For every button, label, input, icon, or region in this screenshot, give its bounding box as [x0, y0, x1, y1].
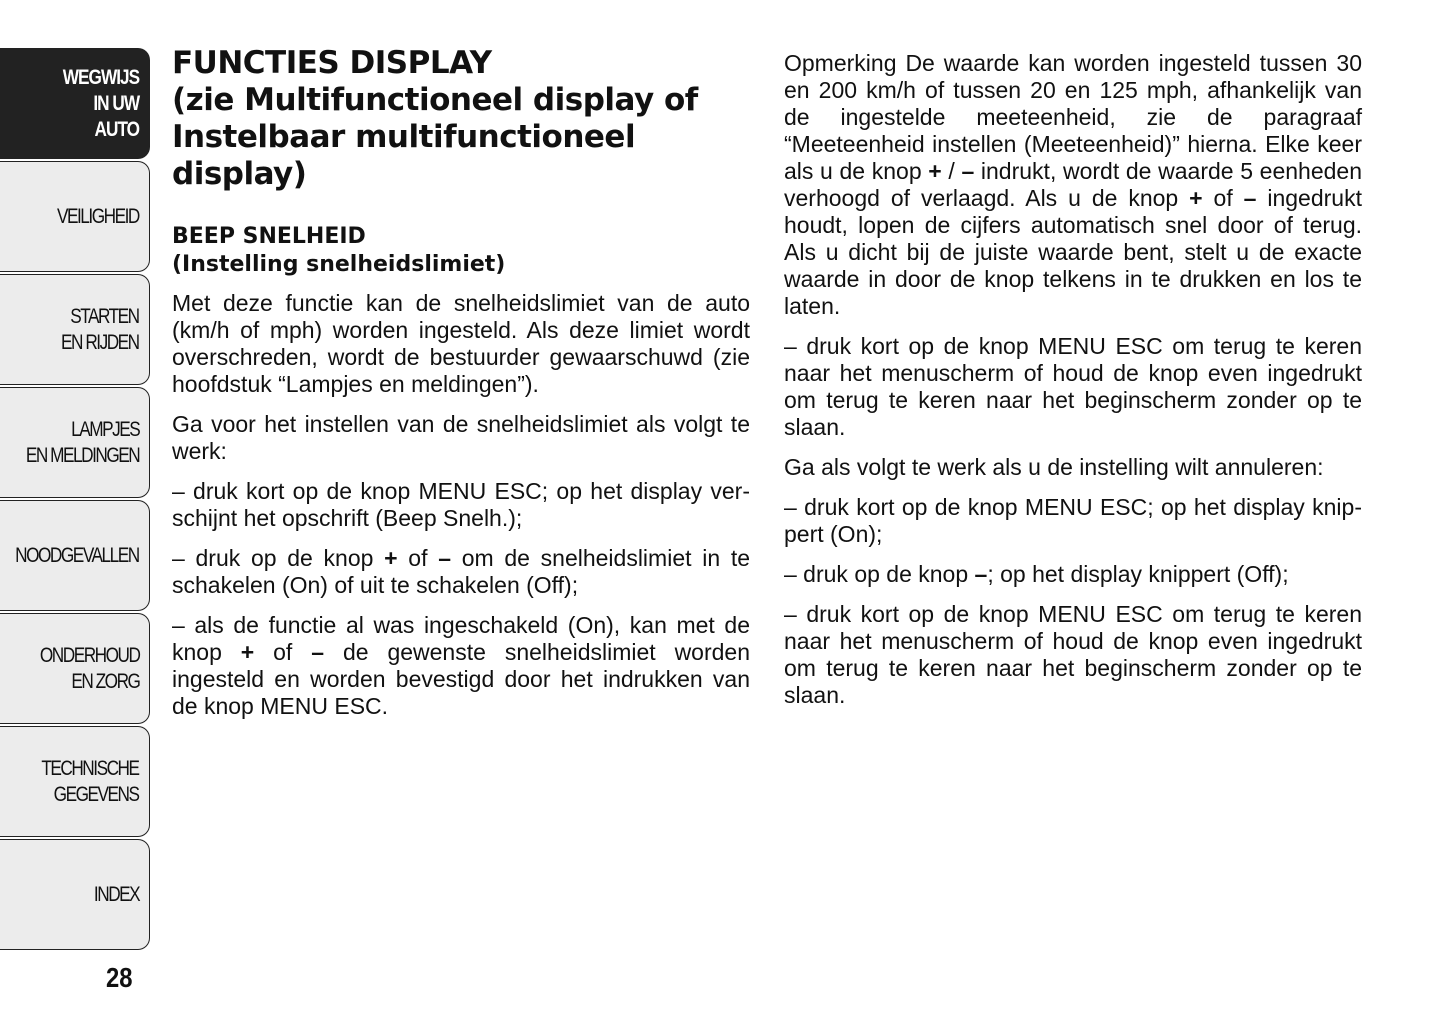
tab-onderhoud-en-zorg[interactable]	[0, 613, 150, 724]
plus-key: +	[928, 158, 942, 184]
text: /	[941, 158, 962, 184]
page-number: 28	[106, 962, 133, 993]
paragraph: Ga als volgt te werk als u de instelling wilt annuleren:	[784, 454, 1324, 480]
paragraph	[784, 50, 1362, 320]
tab-noodgevallen[interactable]	[0, 500, 150, 611]
minus-key: –	[311, 639, 325, 665]
tab-label: VEILIGHEID	[57, 204, 139, 228]
subsection-heading	[172, 223, 750, 279]
tab-starten-en-rijden[interactable]	[0, 274, 150, 385]
paragraph: – druk kort op de knop MENU ESC om terug te keren naar het menuscherm of houd de knop even ingedrukt om terug te keren naar het beginscherm zonder op te slaan.	[784, 333, 1362, 440]
tab-label: LAMPJES EN MELDINGEN	[25, 417, 139, 467]
heading-line: (zie Multifunctioneel display of	[172, 82, 698, 118]
section-heading	[172, 45, 750, 193]
text: of	[397, 545, 439, 571]
tab-label: INDEX	[93, 882, 139, 906]
tab-label: STARTEN EN RIJDEN	[61, 304, 139, 354]
tab-label: TECHNISCHE GEGEVENS	[41, 756, 140, 806]
text: indrukt, wordt de waarde 5 eenheden verhoogd of verlaagd. Als u de knop	[784, 158, 1363, 211]
tab-label: ONDERHOUD EN ZORG	[39, 643, 139, 693]
tab-technische-gegevens[interactable]	[0, 726, 150, 837]
minus-key: –	[961, 158, 975, 184]
tab-label: WEGWIJS IN UW AUTO	[62, 65, 139, 141]
minus-key: –	[974, 561, 988, 587]
paragraph	[172, 545, 750, 599]
tab-index[interactable]	[0, 839, 150, 950]
text: ingedrukt houdt, lopen de cijfers automatisch snel door of terug. Als u dicht bij de juiste waarde bent, stelt u de exacte waarde in door de knop telkens in te drukken en los te laten.	[784, 185, 1362, 319]
paragraph: Ga voor het instellen van de snelheidslimiet als volgt te werk:	[172, 411, 750, 464]
tab-label: NOODGEVALLEN	[15, 543, 139, 567]
text: of	[254, 639, 312, 665]
plus-key: +	[1189, 185, 1203, 211]
left-column	[172, 45, 750, 733]
paragraph: Met deze functie kan de snelheidslimiet van de auto (km/h of mph) worden ingesteld. Als deze limiet wordt overschreden, wordt de bestuurder gewaarschuwd (zie hoofdstuk “Lampjes en meldingen”).	[172, 290, 750, 397]
text: de gewenste snelheidslimiet worden ingesteld en worden bevestigd door het indrukken van de knop MENU ESC.	[172, 639, 751, 719]
minus-key: –	[438, 545, 451, 571]
paragraph	[784, 561, 1362, 588]
text: – druk op de knop	[172, 545, 385, 571]
plus-key: +	[240, 639, 255, 665]
plus-key: +	[384, 545, 398, 571]
heading-line: Instelbaar multifunctioneel display)	[172, 119, 636, 192]
text: om de snelheidslimiet in te schakelen (On) of uit te schakelen (Off);	[172, 545, 751, 598]
paragraph: – druk kort op de knop MENU ESC; op het display knippert (On);	[784, 494, 1362, 547]
tab-wegwijs-in-uw-auto[interactable]	[0, 48, 150, 159]
paragraph: – druk kort op de knop MENU ESC om terug te keren naar het menuscherm of houd de knop even ingedrukt om terug te keren naar het beginscherm zonder op te slaan.	[784, 601, 1362, 708]
text: ; op het display knippert (Off);	[987, 561, 1289, 587]
subheading-line: BEEP SNELHEID	[172, 224, 366, 249]
heading-line: FUNCTIES DISPLAY	[172, 45, 492, 81]
text: – druk op de knop	[784, 561, 975, 587]
text: – als de functie al was ingeschakeld (On), kan met de knop	[172, 612, 750, 665]
text: of	[1202, 185, 1244, 211]
tab-veiligheid[interactable]	[0, 161, 150, 272]
minus-key: –	[1243, 185, 1257, 211]
text: Opmerking De waarde kan worden ingesteld tussen 30 en 200 km/h of tussen 20 en 125 mph, afhankelijk van de ingestelde meeteenheid, zie de paragraaf “Meeteenheid instellen (Meeteenheid)” hierna. Elke keer als u de knop	[784, 50, 1362, 184]
right-column	[784, 50, 1362, 722]
paragraph	[172, 612, 750, 720]
subheading-line: (Instelling snelheidslimiet)	[172, 252, 506, 277]
paragraph: – druk kort op de knop MENU ESC; op het display verschijnt het opschrift (Beep Snelh.);	[172, 478, 750, 531]
tab-lampjes-en-meldingen[interactable]	[0, 387, 150, 498]
